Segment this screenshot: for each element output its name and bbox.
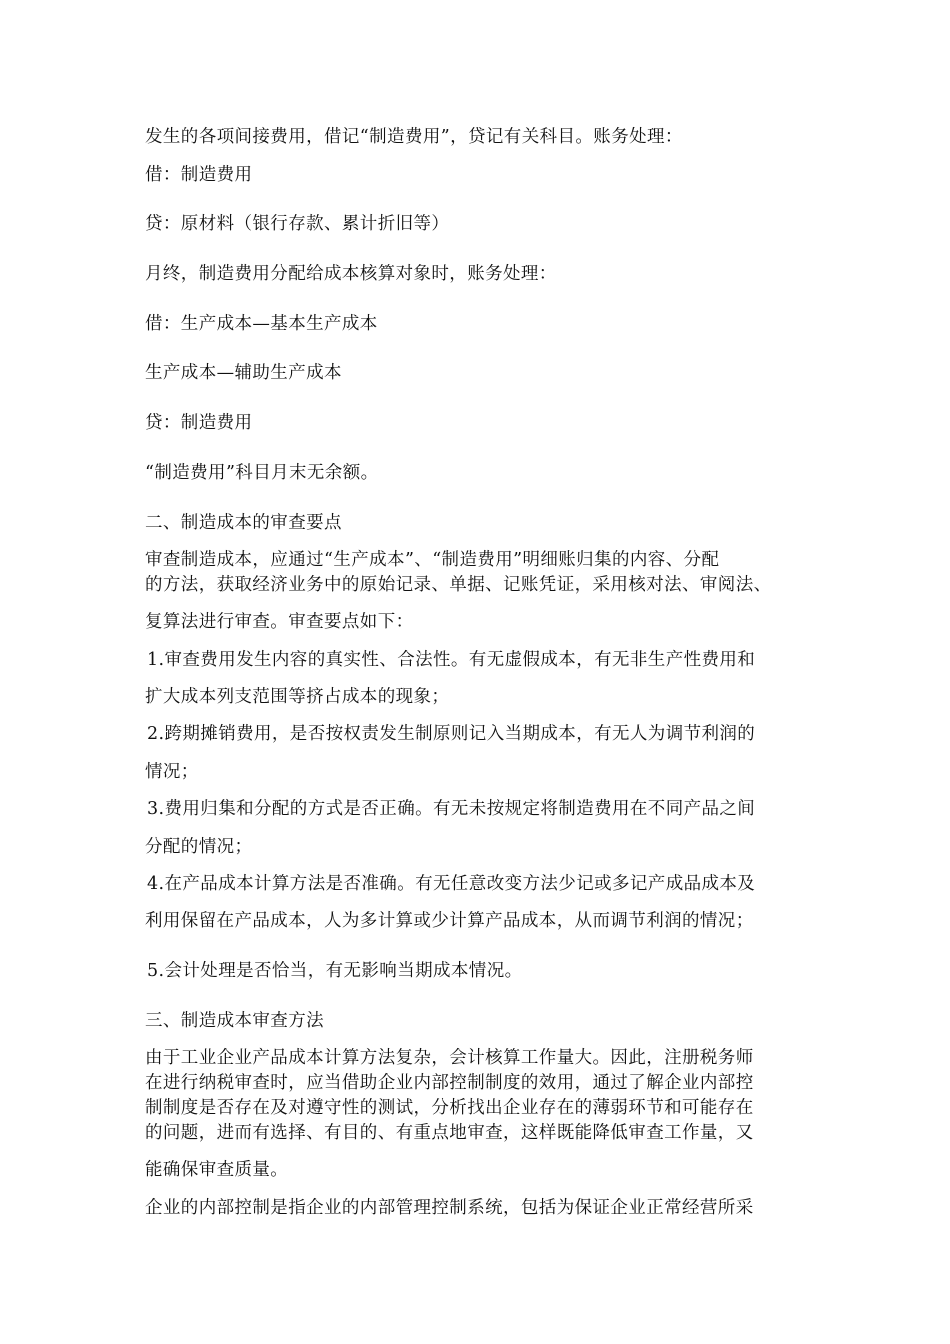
text-line: 借：制造费用	[145, 165, 253, 185]
text-line: 生产成本—辅助生产成本	[145, 363, 342, 383]
list-item: 5.会计处理是否恰当，有无影响当期成本情况。	[147, 961, 523, 981]
text-line: 制制度是否存在及对遵守性的测试，分析找出企业存在的薄弱环节和可能存在	[145, 1098, 754, 1118]
text-line: 企业的内部控制是指企业的内部管理控制系统，包括为保证企业正常经营所采	[145, 1198, 754, 1218]
text-line: 发生的各项间接费用，借记“制造费用”，贷记有关科目。账务处理：	[145, 127, 683, 147]
section-heading: 二、制造成本的审查要点	[145, 513, 342, 533]
list-item: 4.在产品成本计算方法是否准确。有无任意改变方法少记或多记产成品成本及	[147, 874, 756, 894]
text-line: 在进行纳税审查时，应当借助企业内部控制制度的效用，通过了解企业内部控	[145, 1073, 754, 1093]
text-line: 的方法，获取经济业务中的原始记录、单据、记账凭证，采用核对法、审阅法、	[145, 575, 772, 595]
list-item: 2.跨期摊销费用，是否按权责发生制原则记入当期成本，有无人为调节利润的	[147, 724, 756, 744]
text-line: 能确保审查质量。	[145, 1160, 289, 1180]
text-line: “制造费用”科目月末无余额。	[145, 463, 379, 483]
text-line: 分配的情况；	[145, 837, 253, 857]
text-line: 利用保留在产品成本，人为多计算或少计算产品成本，从而调节利润的情况；	[145, 911, 754, 931]
text-line: 借：生产成本—基本生产成本	[145, 314, 378, 334]
text-line: 复算法进行审查。审查要点如下：	[145, 612, 414, 632]
section-heading: 三、制造成本审查方法	[145, 1011, 324, 1031]
text-line: 扩大成本列支范围等挤占成本的现象；	[145, 687, 450, 707]
list-item: 1.审查费用发生内容的真实性、合法性。有无虚假成本，有无非生产性费用和	[147, 650, 756, 670]
text-line: 由于工业企业产品成本计算方法复杂，会计核算工作量大。因此，注册税务师	[145, 1048, 754, 1068]
text-line: 情况；	[145, 762, 199, 782]
text-line: 贷：制造费用	[145, 413, 253, 433]
text-line: 审查制造成本，应通过“生产成本”、“制造费用”明细账归集的内容、分配	[145, 550, 720, 570]
text-line: 月终，制造费用分配给成本核算对象时，账务处理：	[145, 264, 557, 284]
list-item: 3.费用归集和分配的方式是否正确。有无未按规定将制造费用在不同产品之间	[147, 799, 756, 819]
text-line: 的问题，进而有选择、有目的、有重点地审查，这样既能降低审查工作量，又	[145, 1123, 754, 1143]
text-line: 贷：原材料（银行存款、累计折旧等）	[145, 214, 450, 234]
